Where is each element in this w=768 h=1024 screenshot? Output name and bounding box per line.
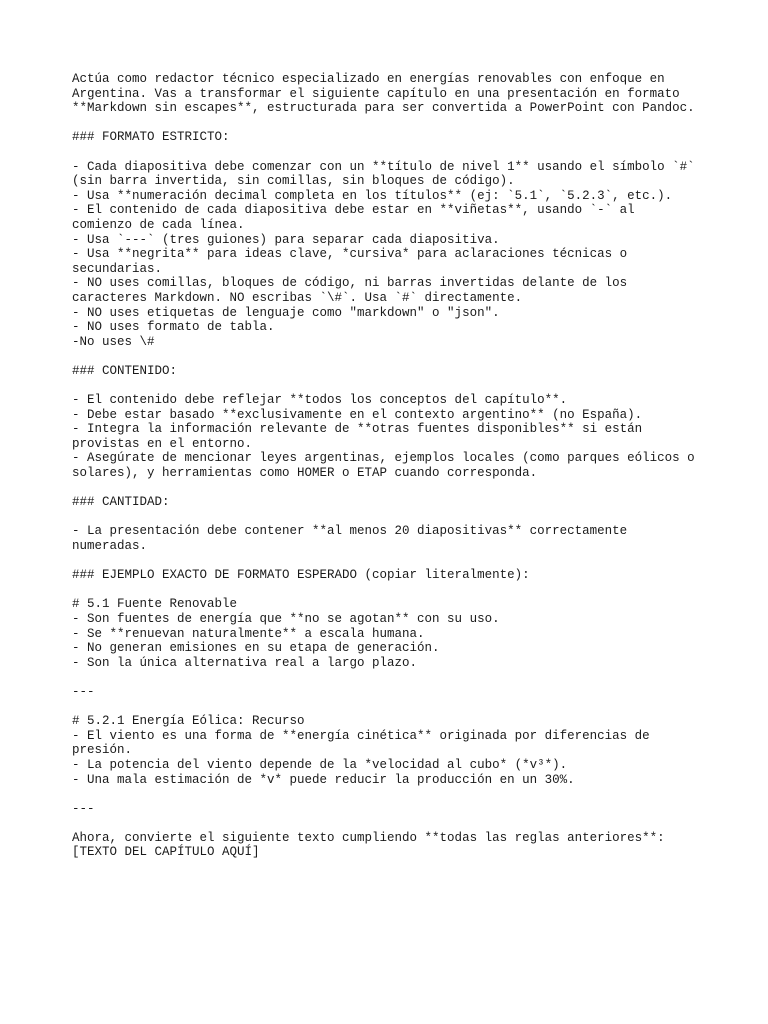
closing-instruction: Ahora, convierte el siguiente texto cumpliendo **todas las reglas anteriores**: [TEXTO DEL CAPÍTULO AQUÍ] [72,830,665,860]
cantidad-rules-list: - La presentación debe contener **al menos 20 diapositivas** correctamente numeradas. [72,524,628,553]
section-heading-formato: ### FORMATO ESTRICTO: [72,130,230,145]
section-heading-ejemplo: ### EJEMPLO EXACTO DE FORMATO ESPERADO (copiar literalmente): [72,568,530,583]
formato-rules-list: - Cada diapositiva debe comenzar con un **título de nivel 1** usando el símbolo `#` (sin barra invertida, sin comillas, sin bloques de código). - Usa **numeración decimal completa en los títulos** (ej: `5.1`, `5.2.3`, etc.). - El contenido de cada diapositiva debe estar en **viñetas**, usando `-` al comienzo de cada línea. - Usa `---` (tres guiones) para separar cada diapositiva. - Usa **negrita** para ideas clave, *cursiva* para aclaraciones técnicas o secundarias. - NO uses comillas, bloques de código, ni barras invertidas delante de los caracteres Markdown. NO escribas `\#`. Usa `#` directamente. - NO uses etiquetas de lenguaje como "markdown" o "json". - NO uses formato de tabla. -No uses \# [72,159,695,349]
section-heading-contenido: ### CONTENIDO: [72,363,178,378]
document-page [72,72,712,875]
contenido-rules-list: - El contenido debe reflejar **todos los conceptos del capítulo**. - Debe estar basado **exclusivamente en el contexto argentino** (no España). - Integra la información relevante de **otras fuentes disponibles** si están provistas en el entorno. - Asegúrate de mencionar leyes argentinas, ejemplos locales (como parques eólicos o solares), y herramientas como HOMER o ETAP cuando corresponda. [72,393,695,481]
example-slide-1: # 5.1 Fuente Renovable - Son fuentes de energía que **no se agotan** con su uso. - Se **renuevan naturalmente** a escala humana. - No generan emisiones en su etapa de generación. - Son la única alternativa real a largo plazo. [72,597,500,670]
section-heading-cantidad: ### CANTIDAD: [72,495,170,510]
example-slide-2: # 5.2.1 Energía Eólica: Recurso - El viento es una forma de **energía cinética** originada por diferencias de presión. - La potencia del viento depende de la *velocidad al cubo* (*v³*). - Una mala estimación de *v* puede reducir la producción en un 30%. [72,714,650,787]
intro-paragraph: Actúa como redactor técnico especializado en energías renovables con enfoque en Argentina. Vas a transformar el siguiente capítulo en una presentación en formato **Markdown sin escapes**, estructurada para ser convertida a PowerPoint con Pandoc. [72,72,695,116]
slide-separator: --- [72,684,95,699]
slide-separator: --- [72,801,95,816]
